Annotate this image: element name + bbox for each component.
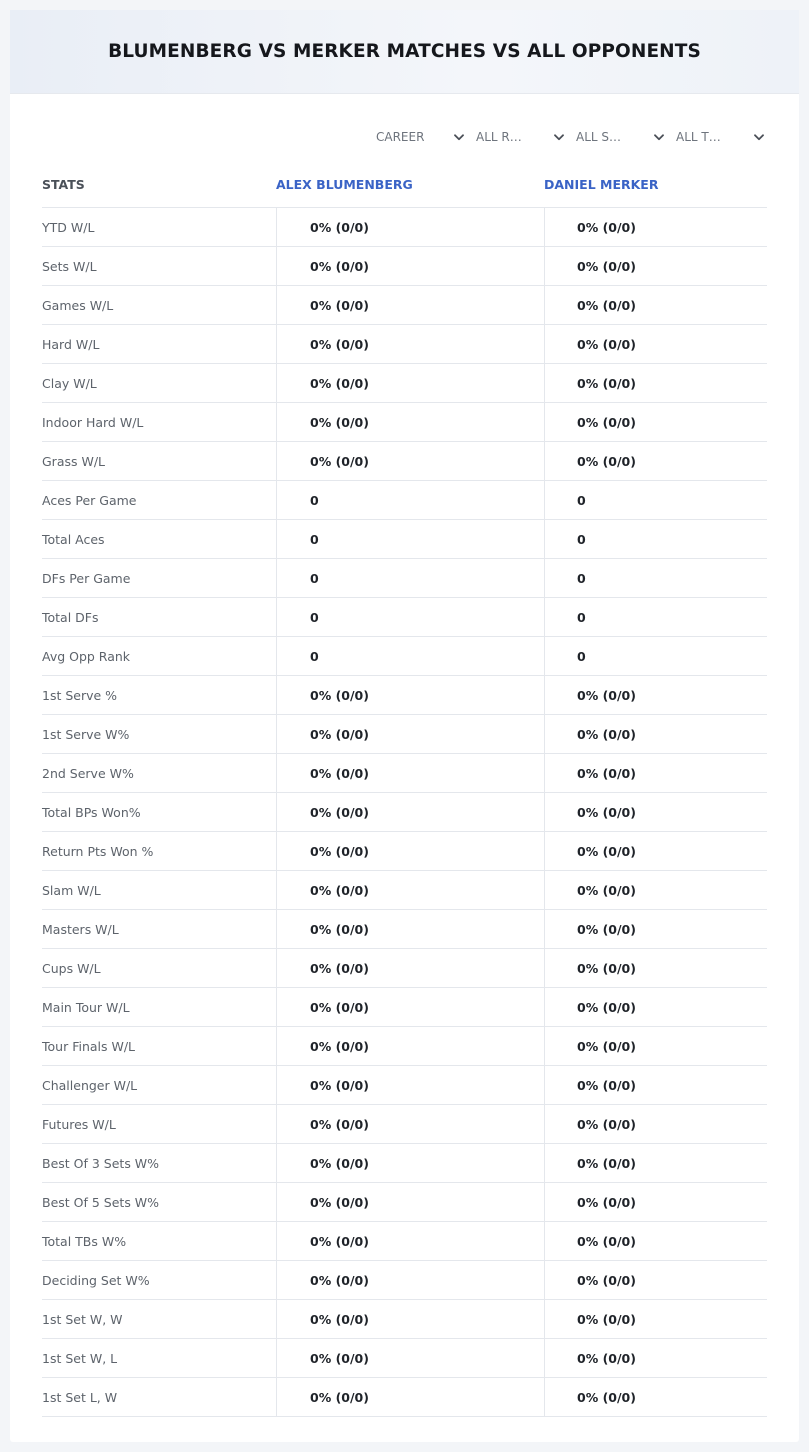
player-1-value: 0% (0/0) (276, 949, 544, 987)
table-row (42, 676, 767, 715)
table-row (42, 364, 767, 403)
player-1-value: 0% (0/0) (276, 1105, 544, 1143)
stat-label: 1st Serve % (42, 687, 118, 703)
filter-round-select[interactable] (466, 126, 566, 148)
player-2-value: 0% (0/0) (544, 988, 767, 1026)
stat-label: Hard W/L (42, 336, 100, 352)
table-row (42, 325, 767, 364)
stat-label: Main Tour W/L (42, 999, 130, 1015)
stat-label: Indoor Hard W/L (42, 414, 144, 430)
player-2-value: 0% (0/0) (544, 1378, 767, 1416)
table-row (42, 481, 767, 520)
player-2-value: 0% (0/0) (544, 208, 767, 246)
player-2-value: 0% (0/0) (544, 1261, 767, 1299)
player-2-value: 0% (0/0) (544, 1144, 767, 1182)
stat-label: Avg Opp Rank (42, 648, 131, 664)
player-1-value: 0% (0/0) (276, 910, 544, 948)
table-row (42, 442, 767, 481)
filter-period-label: CAREER (376, 130, 425, 144)
table-row (42, 598, 767, 637)
table-row (42, 208, 767, 247)
stat-label: Games W/L (42, 297, 114, 313)
player-1-value: 0% (0/0) (276, 208, 544, 246)
player-2-value: 0% (0/0) (544, 676, 767, 714)
player-1-value: 0% (0/0) (276, 1144, 544, 1182)
chevron-down-icon (453, 132, 464, 143)
player-1-value: 0 (276, 637, 544, 675)
table-row (42, 754, 767, 793)
stat-label: Cups W/L (42, 960, 101, 976)
stat-label: Total DFs (42, 609, 99, 625)
stat-label: Clay W/L (42, 375, 97, 391)
table-row (42, 1378, 767, 1417)
stat-label: Challenger W/L (42, 1077, 138, 1093)
player-2-value: 0 (544, 637, 767, 675)
chevron-down-icon (753, 132, 764, 143)
table-row (42, 637, 767, 676)
player-2-value: 0% (0/0) (544, 832, 767, 870)
player-1-value: 0% (0/0) (276, 793, 544, 831)
page-title: BLUMENBERG VS MERKER MATCHES VS ALL OPPONENTS (108, 41, 701, 62)
stat-label: Slam W/L (42, 882, 101, 898)
table-row (42, 1300, 767, 1339)
table-row (42, 715, 767, 754)
player-1-value: 0 (276, 520, 544, 558)
filter-surface-label: ALL S… (576, 130, 622, 144)
stat-label: YTD W/L (42, 219, 95, 235)
table-body (42, 208, 767, 1417)
table-row (42, 286, 767, 325)
stat-label: 1st Serve W% (42, 726, 130, 742)
table-row (42, 1027, 767, 1066)
table-row (42, 1144, 767, 1183)
player-1-value: 0% (0/0) (276, 364, 544, 402)
player-2-value: 0% (0/0) (544, 325, 767, 363)
table-row (42, 949, 767, 988)
player-2-value: 0 (544, 559, 767, 597)
player-2-value: 0% (0/0) (544, 1300, 767, 1338)
table-row (42, 1105, 767, 1144)
table-row (42, 247, 767, 286)
stat-label: 1st Set W, L (42, 1350, 118, 1366)
stat-label: Aces Per Game (42, 492, 137, 508)
player-2-value: 0% (0/0) (544, 871, 767, 909)
stat-label: Deciding Set W% (42, 1272, 150, 1288)
stat-label: Best Of 3 Sets W% (42, 1155, 160, 1171)
table-row (42, 910, 767, 949)
stat-label: 1st Set W, W (42, 1311, 123, 1327)
filter-round-label: ALL R… (476, 130, 522, 144)
player-1-value: 0% (0/0) (276, 1300, 544, 1338)
table-row (42, 793, 767, 832)
player-2-value: 0% (0/0) (544, 364, 767, 402)
player-2-value: 0 (544, 520, 767, 558)
stat-label: Futures W/L (42, 1116, 116, 1132)
player-2-value: 0% (0/0) (544, 910, 767, 948)
player-2-value: 0% (0/0) (544, 1066, 767, 1104)
table-row (42, 988, 767, 1027)
table-row (42, 832, 767, 871)
header-player-1-link[interactable]: ALEX BLUMENBERG (276, 177, 413, 192)
table-row (42, 1339, 767, 1378)
player-1-value: 0% (0/0) (276, 871, 544, 909)
player-2-value: 0% (0/0) (544, 247, 767, 285)
table-row (42, 1261, 767, 1300)
table-header (42, 162, 767, 208)
stat-label: 2nd Serve W% (42, 765, 134, 781)
player-1-value: 0% (0/0) (276, 988, 544, 1026)
player-2-value: 0% (0/0) (544, 403, 767, 441)
chevron-down-icon (653, 132, 664, 143)
player-1-value: 0% (0/0) (276, 676, 544, 714)
filter-period-select[interactable] (366, 126, 466, 148)
player-2-value: 0% (0/0) (544, 442, 767, 480)
table-row (42, 403, 767, 442)
player-1-value: 0% (0/0) (276, 1378, 544, 1416)
chevron-down-icon (553, 132, 564, 143)
player-1-value: 0 (276, 481, 544, 519)
stat-label: Best Of 5 Sets W% (42, 1194, 160, 1210)
player-1-value: 0% (0/0) (276, 1261, 544, 1299)
player-1-value: 0% (0/0) (276, 1339, 544, 1377)
player-1-value: 0% (0/0) (276, 247, 544, 285)
filter-tournament-select[interactable] (666, 126, 766, 148)
stat-label: Return Pts Won % (42, 843, 154, 859)
table-row (42, 871, 767, 910)
header-stats: STATS (42, 177, 85, 192)
table-row (42, 559, 767, 598)
header-player-2-link[interactable]: DANIEL MERKER (544, 177, 659, 192)
player-2-value: 0 (544, 481, 767, 519)
player-1-value: 0% (0/0) (276, 1183, 544, 1221)
stats-card (10, 10, 799, 1442)
filter-surface-select[interactable] (566, 126, 666, 148)
player-2-value: 0% (0/0) (544, 1222, 767, 1260)
player-1-value: 0% (0/0) (276, 1222, 544, 1260)
player-2-value: 0% (0/0) (544, 754, 767, 792)
stat-label: Total BPs Won% (42, 804, 141, 820)
player-1-value: 0% (0/0) (276, 1066, 544, 1104)
player-2-value: 0% (0/0) (544, 1183, 767, 1221)
player-2-value: 0% (0/0) (544, 793, 767, 831)
table-row (42, 520, 767, 559)
stats-table (42, 162, 767, 1417)
player-1-value: 0% (0/0) (276, 403, 544, 441)
player-1-value: 0% (0/0) (276, 1027, 544, 1065)
player-1-value: 0% (0/0) (276, 325, 544, 363)
stat-label: Sets W/L (42, 258, 97, 274)
player-1-value: 0% (0/0) (276, 832, 544, 870)
player-1-value: 0% (0/0) (276, 286, 544, 324)
player-2-value: 0% (0/0) (544, 1027, 767, 1065)
page-header (10, 10, 799, 94)
filter-bar (366, 126, 766, 148)
player-1-value: 0% (0/0) (276, 754, 544, 792)
player-2-value: 0 (544, 598, 767, 636)
player-2-value: 0% (0/0) (544, 1339, 767, 1377)
table-row (42, 1183, 767, 1222)
player-1-value: 0% (0/0) (276, 715, 544, 753)
filter-tournament-label: ALL T… (676, 130, 721, 144)
stat-label: DFs Per Game (42, 570, 131, 586)
player-2-value: 0% (0/0) (544, 1105, 767, 1143)
table-row (42, 1066, 767, 1105)
table-row (42, 1222, 767, 1261)
player-1-value: 0 (276, 559, 544, 597)
stat-label: Tour Finals W/L (42, 1038, 136, 1054)
stat-label: Total Aces (42, 531, 105, 547)
player-1-value: 0% (0/0) (276, 442, 544, 480)
stat-label: 1st Set L, W (42, 1389, 118, 1405)
player-1-value: 0 (276, 598, 544, 636)
stat-label: Total TBs W% (42, 1233, 127, 1249)
player-2-value: 0% (0/0) (544, 286, 767, 324)
stat-label: Masters W/L (42, 921, 119, 937)
stat-label: Grass W/L (42, 453, 106, 469)
player-2-value: 0% (0/0) (544, 715, 767, 753)
player-2-value: 0% (0/0) (544, 949, 767, 987)
